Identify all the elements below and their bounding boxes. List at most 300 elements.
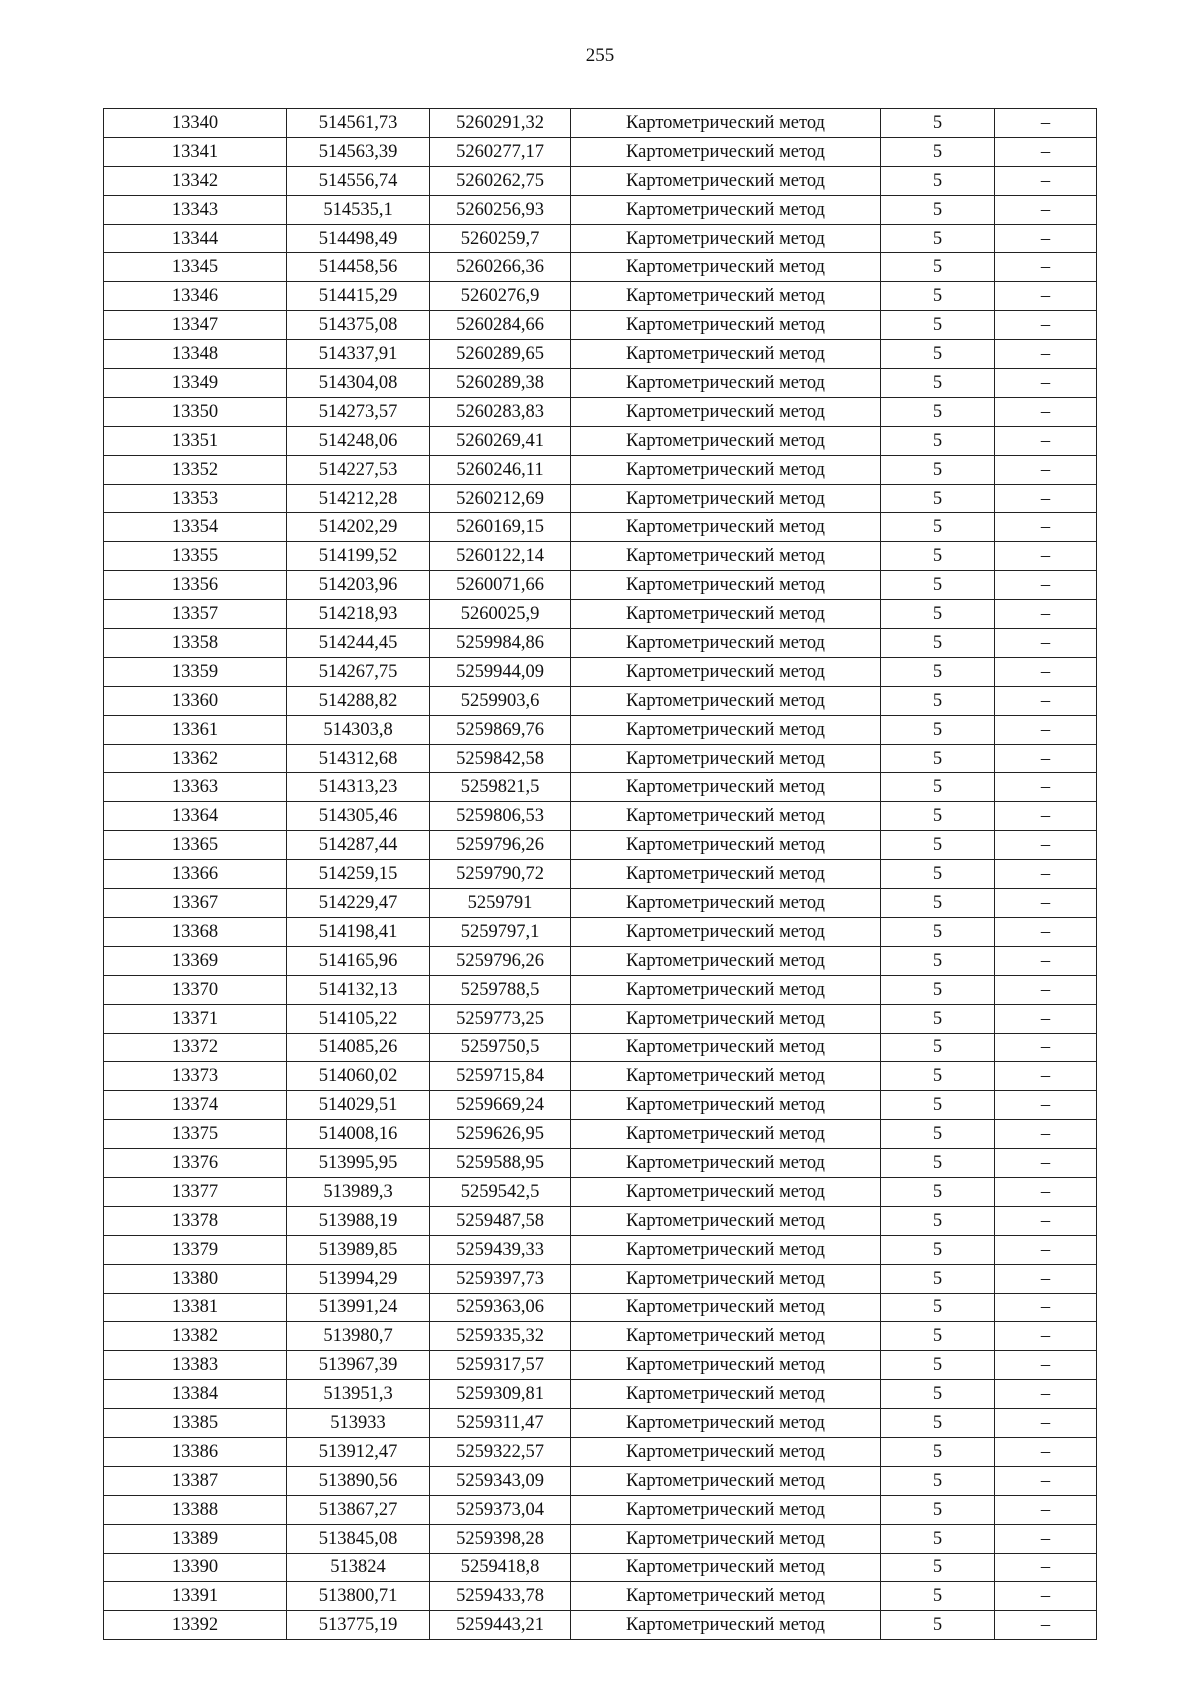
method-cell: Картометрический метод: [571, 369, 881, 398]
note-cell: –: [995, 253, 1097, 282]
method-cell: Картометрический метод: [571, 715, 881, 744]
accuracy-cell: 5: [881, 455, 995, 484]
point-number-cell: 13358: [104, 629, 287, 658]
x-coordinate-cell: 514060,02: [287, 1062, 430, 1091]
method-cell: Картометрический метод: [571, 571, 881, 600]
table-row: [104, 1524, 1097, 1553]
note-cell: –: [995, 1582, 1097, 1611]
table-row: [104, 1033, 1097, 1062]
point-number-cell: 13346: [104, 282, 287, 311]
y-coordinate-cell: 5259626,95: [430, 1120, 571, 1149]
method-cell: Картометрический метод: [571, 542, 881, 571]
accuracy-cell: 5: [881, 224, 995, 253]
x-coordinate-cell: 514218,93: [287, 600, 430, 629]
y-coordinate-cell: 5259373,04: [430, 1495, 571, 1524]
table-row: [104, 802, 1097, 831]
x-coordinate-cell: 513845,08: [287, 1524, 430, 1553]
point-number-cell: 13368: [104, 917, 287, 946]
point-number-cell: 13374: [104, 1091, 287, 1120]
page-number: 255: [585, 45, 615, 66]
note-cell: –: [995, 340, 1097, 369]
point-number-cell: 13344: [104, 224, 287, 253]
x-coordinate-cell: 514165,96: [287, 946, 430, 975]
point-number-cell: 13387: [104, 1466, 287, 1495]
method-cell: Картометрический метод: [571, 1062, 881, 1091]
y-coordinate-cell: 5259750,5: [430, 1033, 571, 1062]
x-coordinate-cell: 514248,06: [287, 426, 430, 455]
x-coordinate-cell: 514304,08: [287, 369, 430, 398]
accuracy-cell: 5: [881, 1149, 995, 1178]
y-coordinate-cell: 5259418,8: [430, 1553, 571, 1582]
note-cell: –: [995, 1091, 1097, 1120]
x-coordinate-cell: 514312,68: [287, 744, 430, 773]
point-number-cell: 13367: [104, 889, 287, 918]
x-coordinate-cell: 513995,95: [287, 1149, 430, 1178]
accuracy-cell: 5: [881, 1437, 995, 1466]
method-cell: Картометрический метод: [571, 1177, 881, 1206]
accuracy-cell: 5: [881, 744, 995, 773]
table-row: [104, 253, 1097, 282]
x-coordinate-cell: 513800,71: [287, 1582, 430, 1611]
table-row: [104, 484, 1097, 513]
note-cell: –: [995, 1206, 1097, 1235]
point-number-cell: 13382: [104, 1322, 287, 1351]
x-coordinate-cell: 514132,13: [287, 975, 430, 1004]
y-coordinate-cell: 5260071,66: [430, 571, 571, 600]
accuracy-cell: 5: [881, 282, 995, 311]
y-coordinate-cell: 5259433,78: [430, 1582, 571, 1611]
point-number-cell: 13365: [104, 831, 287, 860]
x-coordinate-cell: 514198,41: [287, 917, 430, 946]
x-coordinate-cell: 514244,45: [287, 629, 430, 658]
note-cell: –: [995, 657, 1097, 686]
y-coordinate-cell: 5259542,5: [430, 1177, 571, 1206]
method-cell: Картометрический метод: [571, 1206, 881, 1235]
note-cell: –: [995, 889, 1097, 918]
accuracy-cell: 5: [881, 166, 995, 195]
accuracy-cell: 5: [881, 1120, 995, 1149]
point-number-cell: 13350: [104, 397, 287, 426]
point-number-cell: 13352: [104, 455, 287, 484]
table-row: [104, 1322, 1097, 1351]
point-number-cell: 13345: [104, 253, 287, 282]
note-cell: –: [995, 195, 1097, 224]
accuracy-cell: 5: [881, 917, 995, 946]
point-number-cell: 13348: [104, 340, 287, 369]
table-row: [104, 657, 1097, 686]
note-cell: –: [995, 1437, 1097, 1466]
y-coordinate-cell: 5260289,65: [430, 340, 571, 369]
accuracy-cell: 5: [881, 1206, 995, 1235]
table-row: [104, 1091, 1097, 1120]
note-cell: –: [995, 975, 1097, 1004]
y-coordinate-cell: 5259903,6: [430, 686, 571, 715]
x-coordinate-cell: 514203,96: [287, 571, 430, 600]
point-number-cell: 13376: [104, 1149, 287, 1178]
note-cell: –: [995, 600, 1097, 629]
method-cell: Картометрический метод: [571, 137, 881, 166]
point-number-cell: 13364: [104, 802, 287, 831]
accuracy-cell: 5: [881, 1264, 995, 1293]
accuracy-cell: 5: [881, 340, 995, 369]
x-coordinate-cell: 514458,56: [287, 253, 430, 282]
point-number-cell: 13392: [104, 1611, 287, 1640]
y-coordinate-cell: 5260283,83: [430, 397, 571, 426]
y-coordinate-cell: 5259363,06: [430, 1293, 571, 1322]
point-number-cell: 13361: [104, 715, 287, 744]
y-coordinate-cell: 5260266,36: [430, 253, 571, 282]
x-coordinate-cell: 514267,75: [287, 657, 430, 686]
x-coordinate-cell: 513991,24: [287, 1293, 430, 1322]
accuracy-cell: 5: [881, 1351, 995, 1380]
table-row: [104, 600, 1097, 629]
method-cell: Картометрический метод: [571, 1380, 881, 1409]
note-cell: –: [995, 1293, 1097, 1322]
table-row: [104, 542, 1097, 571]
y-coordinate-cell: 5260256,93: [430, 195, 571, 224]
x-coordinate-cell: 514415,29: [287, 282, 430, 311]
point-number-cell: 13391: [104, 1582, 287, 1611]
method-cell: Картометрический метод: [571, 1351, 881, 1380]
accuracy-cell: 5: [881, 975, 995, 1004]
note-cell: –: [995, 946, 1097, 975]
note-cell: –: [995, 629, 1097, 658]
y-coordinate-cell: 5260291,32: [430, 109, 571, 138]
point-number-cell: 13380: [104, 1264, 287, 1293]
x-coordinate-cell: 514029,51: [287, 1091, 430, 1120]
x-coordinate-cell: 513994,29: [287, 1264, 430, 1293]
y-coordinate-cell: 5260262,75: [430, 166, 571, 195]
accuracy-cell: 5: [881, 657, 995, 686]
x-coordinate-cell: 514375,08: [287, 311, 430, 340]
y-coordinate-cell: 5260025,9: [430, 600, 571, 629]
accuracy-cell: 5: [881, 1322, 995, 1351]
note-cell: –: [995, 1495, 1097, 1524]
method-cell: Картометрический метод: [571, 513, 881, 542]
method-cell: Картометрический метод: [571, 455, 881, 484]
table-row: [104, 1380, 1097, 1409]
accuracy-cell: 5: [881, 1582, 995, 1611]
table-row: [104, 773, 1097, 802]
y-coordinate-cell: 5259788,5: [430, 975, 571, 1004]
accuracy-cell: 5: [881, 369, 995, 398]
accuracy-cell: 5: [881, 571, 995, 600]
table-row: [104, 1062, 1097, 1091]
note-cell: –: [995, 1322, 1097, 1351]
method-cell: Картометрический метод: [571, 1293, 881, 1322]
table-row: [104, 831, 1097, 860]
point-number-cell: 13349: [104, 369, 287, 398]
point-number-cell: 13377: [104, 1177, 287, 1206]
accuracy-cell: 5: [881, 946, 995, 975]
y-coordinate-cell: 5259309,81: [430, 1380, 571, 1409]
note-cell: –: [995, 224, 1097, 253]
note-cell: –: [995, 542, 1097, 571]
method-cell: Картометрический метод: [571, 889, 881, 918]
y-coordinate-cell: 5259790,72: [430, 860, 571, 889]
y-coordinate-cell: 5260277,17: [430, 137, 571, 166]
point-number-cell: 13373: [104, 1062, 287, 1091]
x-coordinate-cell: 513867,27: [287, 1495, 430, 1524]
note-cell: –: [995, 1062, 1097, 1091]
coordinates-table: [103, 108, 1097, 1640]
x-coordinate-cell: 514085,26: [287, 1033, 430, 1062]
method-cell: Картометрический метод: [571, 1409, 881, 1438]
note-cell: –: [995, 369, 1097, 398]
method-cell: Картометрический метод: [571, 657, 881, 686]
x-coordinate-cell: 513775,19: [287, 1611, 430, 1640]
y-coordinate-cell: 5260269,41: [430, 426, 571, 455]
x-coordinate-cell: 514227,53: [287, 455, 430, 484]
point-number-cell: 13357: [104, 600, 287, 629]
accuracy-cell: 5: [881, 600, 995, 629]
accuracy-cell: 5: [881, 889, 995, 918]
method-cell: Картометрический метод: [571, 1437, 881, 1466]
table-row: [104, 1293, 1097, 1322]
y-coordinate-cell: 5259443,21: [430, 1611, 571, 1640]
x-coordinate-cell: 514303,8: [287, 715, 430, 744]
method-cell: Картометрический метод: [571, 1322, 881, 1351]
accuracy-cell: 5: [881, 1177, 995, 1206]
x-coordinate-cell: 513989,85: [287, 1235, 430, 1264]
accuracy-cell: 5: [881, 773, 995, 802]
method-cell: Картометрический метод: [571, 1524, 881, 1553]
note-cell: –: [995, 1120, 1097, 1149]
x-coordinate-cell: 514535,1: [287, 195, 430, 224]
method-cell: Картометрический метод: [571, 340, 881, 369]
method-cell: Картометрический метод: [571, 917, 881, 946]
x-coordinate-cell: 514313,23: [287, 773, 430, 802]
accuracy-cell: 5: [881, 1062, 995, 1091]
method-cell: Картометрический метод: [571, 773, 881, 802]
y-coordinate-cell: 5259821,5: [430, 773, 571, 802]
table-row: [104, 109, 1097, 138]
accuracy-cell: 5: [881, 1091, 995, 1120]
x-coordinate-cell: 514288,82: [287, 686, 430, 715]
y-coordinate-cell: 5259796,26: [430, 946, 571, 975]
method-cell: Картометрический метод: [571, 1466, 881, 1495]
accuracy-cell: 5: [881, 195, 995, 224]
note-cell: –: [995, 1177, 1097, 1206]
table-row: [104, 340, 1097, 369]
method-cell: Картометрический метод: [571, 109, 881, 138]
y-coordinate-cell: 5259842,58: [430, 744, 571, 773]
y-coordinate-cell: 5259487,58: [430, 1206, 571, 1235]
accuracy-cell: 5: [881, 311, 995, 340]
x-coordinate-cell: 514199,52: [287, 542, 430, 571]
note-cell: –: [995, 513, 1097, 542]
y-coordinate-cell: 5259343,09: [430, 1466, 571, 1495]
x-coordinate-cell: 513988,19: [287, 1206, 430, 1235]
point-number-cell: 13353: [104, 484, 287, 513]
y-coordinate-cell: 5260122,14: [430, 542, 571, 571]
table-row: [104, 311, 1097, 340]
method-cell: Картометрический метод: [571, 1553, 881, 1582]
method-cell: Картометрический метод: [571, 282, 881, 311]
table-row: [104, 715, 1097, 744]
table-row: [104, 1553, 1097, 1582]
x-coordinate-cell: 514229,47: [287, 889, 430, 918]
note-cell: –: [995, 715, 1097, 744]
accuracy-cell: 5: [881, 137, 995, 166]
x-coordinate-cell: 513912,47: [287, 1437, 430, 1466]
point-number-cell: 13351: [104, 426, 287, 455]
y-coordinate-cell: 5260289,38: [430, 369, 571, 398]
table-row: [104, 1351, 1097, 1380]
y-coordinate-cell: 5259773,25: [430, 1004, 571, 1033]
note-cell: –: [995, 1351, 1097, 1380]
method-cell: Картометрический метод: [571, 397, 881, 426]
table-row: [104, 224, 1097, 253]
method-cell: Картометрический метод: [571, 224, 881, 253]
x-coordinate-cell: 514008,16: [287, 1120, 430, 1149]
method-cell: Картометрический метод: [571, 253, 881, 282]
point-number-cell: 13362: [104, 744, 287, 773]
note-cell: –: [995, 1004, 1097, 1033]
accuracy-cell: 5: [881, 1004, 995, 1033]
note-cell: –: [995, 1553, 1097, 1582]
method-cell: Картометрический метод: [571, 860, 881, 889]
method-cell: Картометрический метод: [571, 1120, 881, 1149]
note-cell: –: [995, 1264, 1097, 1293]
y-coordinate-cell: 5259806,53: [430, 802, 571, 831]
method-cell: Картометрический метод: [571, 744, 881, 773]
table-row: [104, 917, 1097, 946]
y-coordinate-cell: 5259715,84: [430, 1062, 571, 1091]
note-cell: –: [995, 860, 1097, 889]
method-cell: Картометрический метод: [571, 166, 881, 195]
note-cell: –: [995, 1524, 1097, 1553]
table-row: [104, 860, 1097, 889]
point-number-cell: 13379: [104, 1235, 287, 1264]
accuracy-cell: 5: [881, 1495, 995, 1524]
x-coordinate-cell: 513951,3: [287, 1380, 430, 1409]
point-number-cell: 13388: [104, 1495, 287, 1524]
y-coordinate-cell: 5259869,76: [430, 715, 571, 744]
y-coordinate-cell: 5259984,86: [430, 629, 571, 658]
note-cell: –: [995, 744, 1097, 773]
point-number-cell: 13384: [104, 1380, 287, 1409]
point-number-cell: 13390: [104, 1553, 287, 1582]
note-cell: –: [995, 831, 1097, 860]
table-row: [104, 1611, 1097, 1640]
x-coordinate-cell: 514202,29: [287, 513, 430, 542]
point-number-cell: 13372: [104, 1033, 287, 1062]
y-coordinate-cell: 5260259,7: [430, 224, 571, 253]
y-coordinate-cell: 5260246,11: [430, 455, 571, 484]
x-coordinate-cell: 514212,28: [287, 484, 430, 513]
x-coordinate-cell: 514563,39: [287, 137, 430, 166]
method-cell: Картометрический метод: [571, 946, 881, 975]
note-cell: –: [995, 1380, 1097, 1409]
table-row: [104, 282, 1097, 311]
accuracy-cell: 5: [881, 1553, 995, 1582]
note-cell: –: [995, 311, 1097, 340]
note-cell: –: [995, 917, 1097, 946]
y-coordinate-cell: 5260276,9: [430, 282, 571, 311]
y-coordinate-cell: 5259397,73: [430, 1264, 571, 1293]
accuracy-cell: 5: [881, 426, 995, 455]
accuracy-cell: 5: [881, 1409, 995, 1438]
table-row: [104, 1004, 1097, 1033]
point-number-cell: 13371: [104, 1004, 287, 1033]
note-cell: –: [995, 1149, 1097, 1178]
accuracy-cell: 5: [881, 1380, 995, 1409]
x-coordinate-cell: 513980,7: [287, 1322, 430, 1351]
accuracy-cell: 5: [881, 860, 995, 889]
note-cell: –: [995, 686, 1097, 715]
table-row: [104, 369, 1097, 398]
table-row: [104, 686, 1097, 715]
table-row: [104, 744, 1097, 773]
y-coordinate-cell: 5259311,47: [430, 1409, 571, 1438]
point-number-cell: 13386: [104, 1437, 287, 1466]
y-coordinate-cell: 5259796,26: [430, 831, 571, 860]
y-coordinate-cell: 5260212,69: [430, 484, 571, 513]
y-coordinate-cell: 5259317,57: [430, 1351, 571, 1380]
table-row: [104, 1177, 1097, 1206]
method-cell: Картометрический метод: [571, 629, 881, 658]
method-cell: Картометрический метод: [571, 1235, 881, 1264]
method-cell: Картометрический метод: [571, 1149, 881, 1178]
point-number-cell: 13381: [104, 1293, 287, 1322]
y-coordinate-cell: 5259439,33: [430, 1235, 571, 1264]
table-row: [104, 1149, 1097, 1178]
point-number-cell: 13370: [104, 975, 287, 1004]
point-number-cell: 13360: [104, 686, 287, 715]
accuracy-cell: 5: [881, 253, 995, 282]
point-number-cell: 13342: [104, 166, 287, 195]
method-cell: Картометрический метод: [571, 600, 881, 629]
accuracy-cell: 5: [881, 831, 995, 860]
accuracy-cell: 5: [881, 802, 995, 831]
table-row: [104, 455, 1097, 484]
point-number-cell: 13385: [104, 1409, 287, 1438]
point-number-cell: 13366: [104, 860, 287, 889]
table-row: [104, 975, 1097, 1004]
point-number-cell: 13383: [104, 1351, 287, 1380]
table-row: [104, 513, 1097, 542]
note-cell: –: [995, 1611, 1097, 1640]
table-row: [104, 1206, 1097, 1235]
method-cell: Картометрический метод: [571, 1495, 881, 1524]
point-number-cell: 13363: [104, 773, 287, 802]
method-cell: Картометрический метод: [571, 1091, 881, 1120]
y-coordinate-cell: 5259322,57: [430, 1437, 571, 1466]
table-row: [104, 1264, 1097, 1293]
point-number-cell: 13347: [104, 311, 287, 340]
x-coordinate-cell: 513933: [287, 1409, 430, 1438]
y-coordinate-cell: 5259588,95: [430, 1149, 571, 1178]
table-row: [104, 946, 1097, 975]
method-cell: Картометрический метод: [571, 1004, 881, 1033]
table-row: [104, 166, 1097, 195]
point-number-cell: 13359: [104, 657, 287, 686]
method-cell: Картометрический метод: [571, 426, 881, 455]
table-row: [104, 397, 1097, 426]
x-coordinate-cell: 514287,44: [287, 831, 430, 860]
accuracy-cell: 5: [881, 1524, 995, 1553]
y-coordinate-cell: 5260284,66: [430, 311, 571, 340]
method-cell: Картометрический метод: [571, 1611, 881, 1640]
table-row: [104, 1582, 1097, 1611]
point-number-cell: 13343: [104, 195, 287, 224]
point-number-cell: 13375: [104, 1120, 287, 1149]
y-coordinate-cell: 5259791: [430, 889, 571, 918]
y-coordinate-cell: 5259669,24: [430, 1091, 571, 1120]
accuracy-cell: 5: [881, 109, 995, 138]
table-row: [104, 571, 1097, 600]
